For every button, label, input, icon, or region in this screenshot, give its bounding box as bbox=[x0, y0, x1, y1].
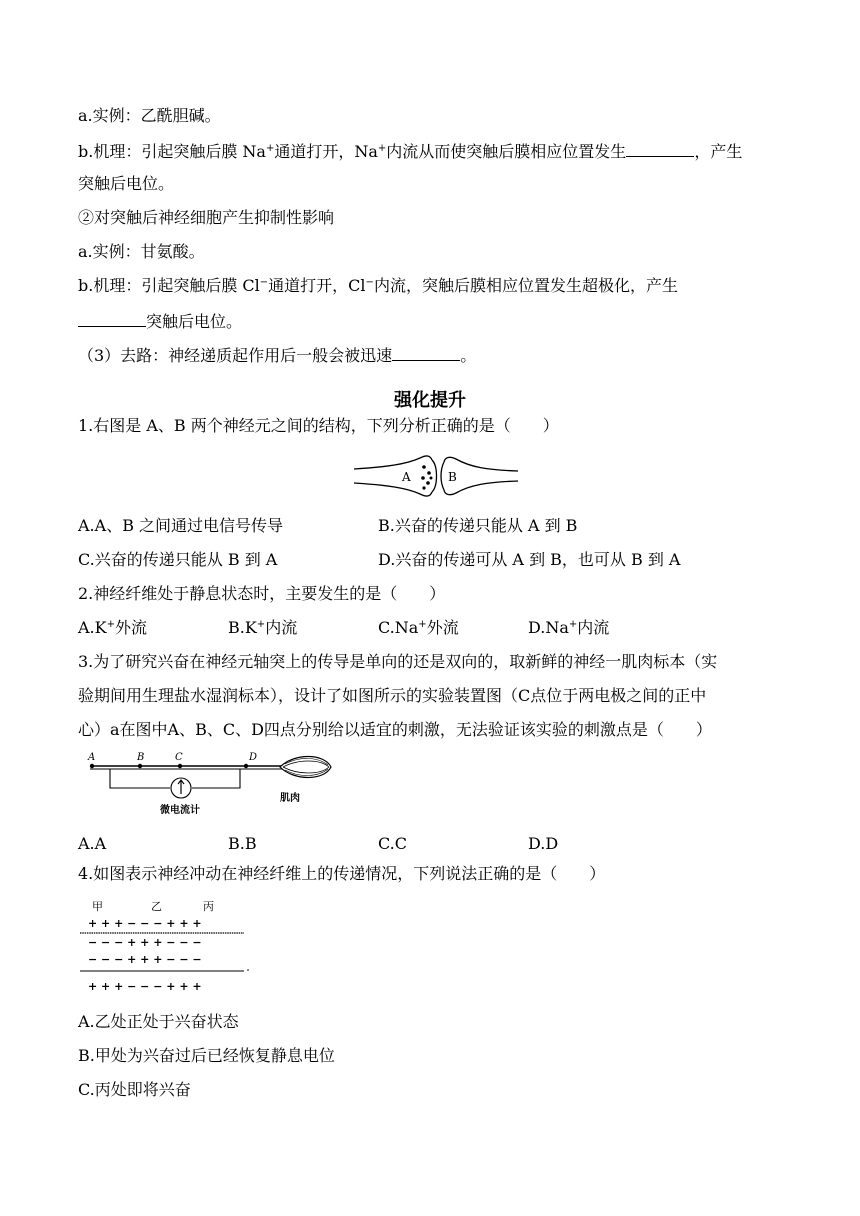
option-c: C.兴奋的传递只能从 B 到 A bbox=[78, 550, 278, 569]
question-3-stem: 3.为了研究兴奋在神经元轴突上的传导是单向的还是双向的，取新鲜的神经一肌肉标本（实 bbox=[78, 652, 718, 671]
point-d-label: D bbox=[249, 752, 258, 763]
option-b: B.甲处为兴奋过后已经恢复静息电位 bbox=[78, 1046, 335, 1065]
question-2-stem: 2.神经纤维处于静息状态时，主要发生的是（ ） bbox=[78, 584, 446, 603]
text-line: a.实例：甘氨酸。 bbox=[78, 242, 205, 261]
option-b: B.K+内流 bbox=[228, 618, 298, 637]
option-c: C.丙处即将兴奋 bbox=[78, 1080, 191, 1099]
option-a: A.乙处正处于兴奋状态 bbox=[78, 1012, 239, 1031]
label-yi: 乙 bbox=[151, 900, 162, 913]
text-line: ②对突触后神经细胞产生抑制性影响 bbox=[78, 208, 335, 227]
option-a: A.K+外流 bbox=[78, 618, 147, 637]
question-3-stem: 验期间用生理盐水湿润标本），设计了如图所示的实验装置图（C点位于两电极之间的正中 bbox=[78, 686, 707, 705]
section-title: 强化提升 bbox=[394, 390, 466, 411]
option-d: D.Na+内流 bbox=[528, 618, 610, 637]
point-b-label: B bbox=[137, 752, 145, 763]
answer-blank bbox=[626, 140, 694, 157]
muscle-label: 肌肉 bbox=[280, 793, 300, 804]
option-a: A.A、B 之间通过电信号传导 bbox=[78, 516, 284, 535]
text-line: b.机理：引起突触后膜 Cl−通道打开，Cl−内流，突触后膜相应位置发生超极化，产生 bbox=[78, 276, 678, 295]
option-c: C.C bbox=[378, 834, 407, 853]
answer-blank bbox=[392, 344, 460, 361]
nerve-fiber-charge-figure bbox=[78, 896, 258, 998]
charge-row: + + + − − − + + + bbox=[88, 917, 202, 930]
label-bing: 丙 bbox=[203, 900, 214, 913]
text-line: a.实例：乙酰胆碱。 bbox=[78, 106, 221, 125]
question-4-stem: 4.如图表示神经冲动在神经纤维上的传递情况，下列说法正确的是（ ） bbox=[78, 864, 606, 883]
label-jia: 甲 bbox=[92, 900, 103, 913]
answer-blank bbox=[78, 310, 146, 327]
option-b: B.B bbox=[228, 834, 257, 853]
synapse-figure bbox=[352, 450, 520, 502]
question-1-stem: 1.右图是 A、B 两个神经元之间的结构，下列分析正确的是（ ） bbox=[78, 416, 559, 435]
charge-row: − − − + + + − − − bbox=[88, 953, 202, 966]
charge-row: − − − + + + − − − bbox=[88, 936, 202, 949]
charge-row: + + + − − − + + + bbox=[88, 980, 202, 993]
option-d: D.兴奋的传递可从 A 到 B，也可从 B 到 A bbox=[378, 550, 681, 569]
point-c-label: C bbox=[175, 752, 183, 763]
nerve-muscle-figure bbox=[84, 750, 334, 822]
option-b: B.兴奋的传递只能从 A 到 B bbox=[378, 516, 578, 535]
question-3-stem: 心）a在图中A、B、C、D四点分别给以适宜的刺激，无法验证该实验的刺激点是（ ） bbox=[78, 720, 712, 739]
option-a: A.A bbox=[78, 834, 107, 853]
option-c: C.Na+外流 bbox=[378, 618, 459, 637]
point-a-label: A bbox=[88, 752, 96, 763]
option-d: D.D bbox=[528, 834, 559, 853]
fig-label-a: A bbox=[402, 470, 411, 484]
text-line: 突触后电位。 bbox=[78, 174, 175, 193]
text-line: 突触后电位。 bbox=[78, 310, 242, 332]
text-line: b.机理：引起突触后膜 Na+通道打开，Na+内流从而使突触后膜相应位置发生 ，产生 bbox=[78, 142, 743, 161]
fig-label-b: B bbox=[448, 470, 457, 484]
meter-label: 微电流计 bbox=[160, 805, 200, 816]
text-line: （3）去路：神经递质起作用后一般会被迅速 。 bbox=[78, 346, 477, 365]
